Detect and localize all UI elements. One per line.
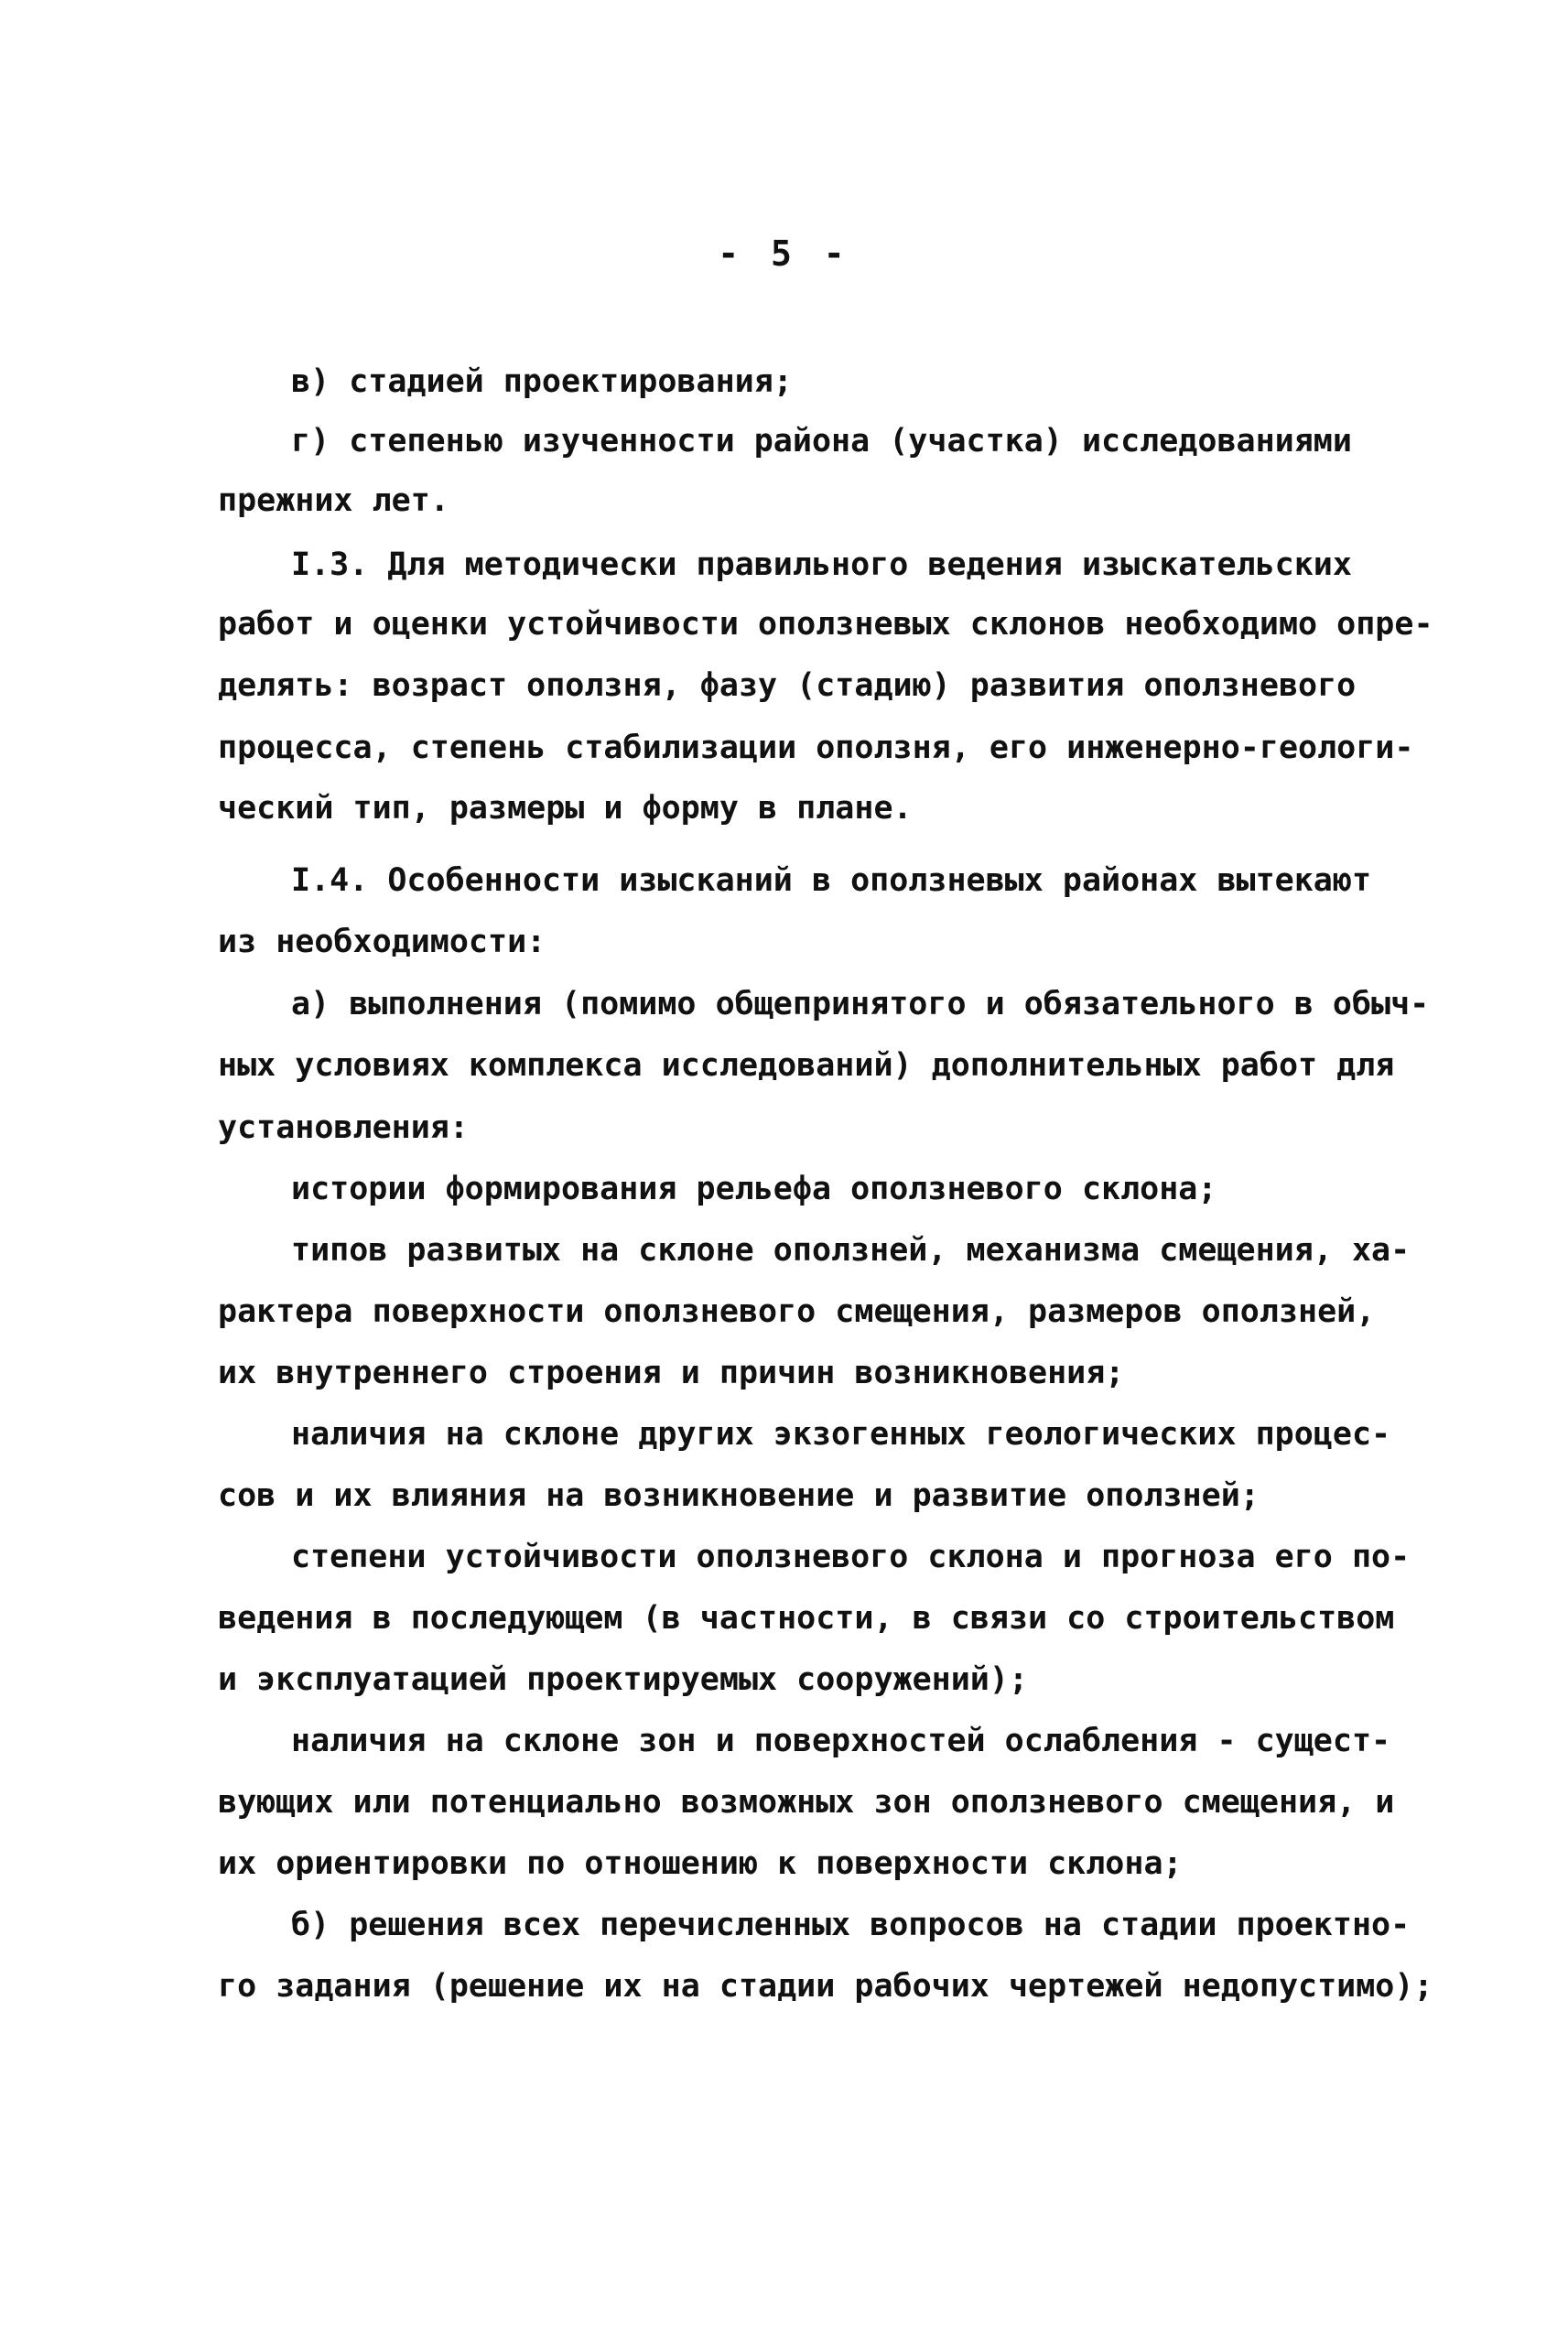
text-line: сов и их влияния на возникновение и развитие оползней; — [218, 1477, 1260, 1514]
text-line: б) решения всех перечисленных вопросов на стадии проектно- — [291, 1907, 1411, 1943]
text-line: наличия на склоне других экзогенных геологических процес- — [291, 1416, 1391, 1453]
text-line: ных условиях комплекса исследований) дополнительных работ для — [218, 1047, 1395, 1084]
text-line: степени устойчивости оползневого склона и прогноза его по- — [291, 1539, 1411, 1575]
text-line: в) стадией проектирования; — [291, 363, 793, 400]
text-line: из необходимости: — [218, 924, 546, 960]
text-line: рактера поверхности оползневого смещения, размеров оползней, — [218, 1293, 1376, 1330]
text-line: I.4. Особенности изысканий в оползневых районах вытекают — [291, 862, 1372, 899]
text-line: делять: возраст оползня, фазу (стадию) развития оползневого — [218, 667, 1357, 704]
text-line: прежних лет. — [218, 482, 449, 519]
text-line: г) степенью изученности района (участка) исследованиями — [291, 423, 1352, 460]
text-line: ческий тип, размеры и форму в плане. — [218, 790, 913, 827]
text-line: истории формирования рельефа оползневого склона; — [291, 1171, 1217, 1207]
text-line: их внутреннего строения и причин возникновения; — [218, 1355, 1125, 1391]
text-line: работ и оценки устойчивости оползневых склонов необходимо опре- — [218, 606, 1433, 643]
text-line: процесса, степень стабилизации оползня, его инженерно-геологи- — [218, 730, 1414, 766]
text-line: и эксплуатацией проектируемых сооружений); — [218, 1661, 1029, 1698]
text-line: а) выполнения (помимо общепринятого и обязательного в обыч- — [291, 986, 1430, 1022]
text-line: их ориентировки по отношению к поверхности склона; — [218, 1845, 1183, 1882]
text-line: ведения в последующем (в частности, в связи со строительством — [218, 1600, 1395, 1637]
text-line: типов развитых на склоне оползней, механизма смещения, ха- — [291, 1232, 1411, 1269]
text-line: наличия на склоне зон и поверхностей ослабления - сущест- — [291, 1723, 1391, 1759]
text-line: I.3. Для методически правильного ведения изыскательских — [291, 546, 1352, 583]
page-number: - 5 - — [718, 233, 850, 274]
text-line: го задания (решение их на стадии рабочих чертежей недопустимо); — [218, 1968, 1433, 2005]
text-line: вующих или потенциально возможных зон оползневого смещения, и — [218, 1784, 1395, 1821]
text-line: установления: — [218, 1109, 469, 1146]
